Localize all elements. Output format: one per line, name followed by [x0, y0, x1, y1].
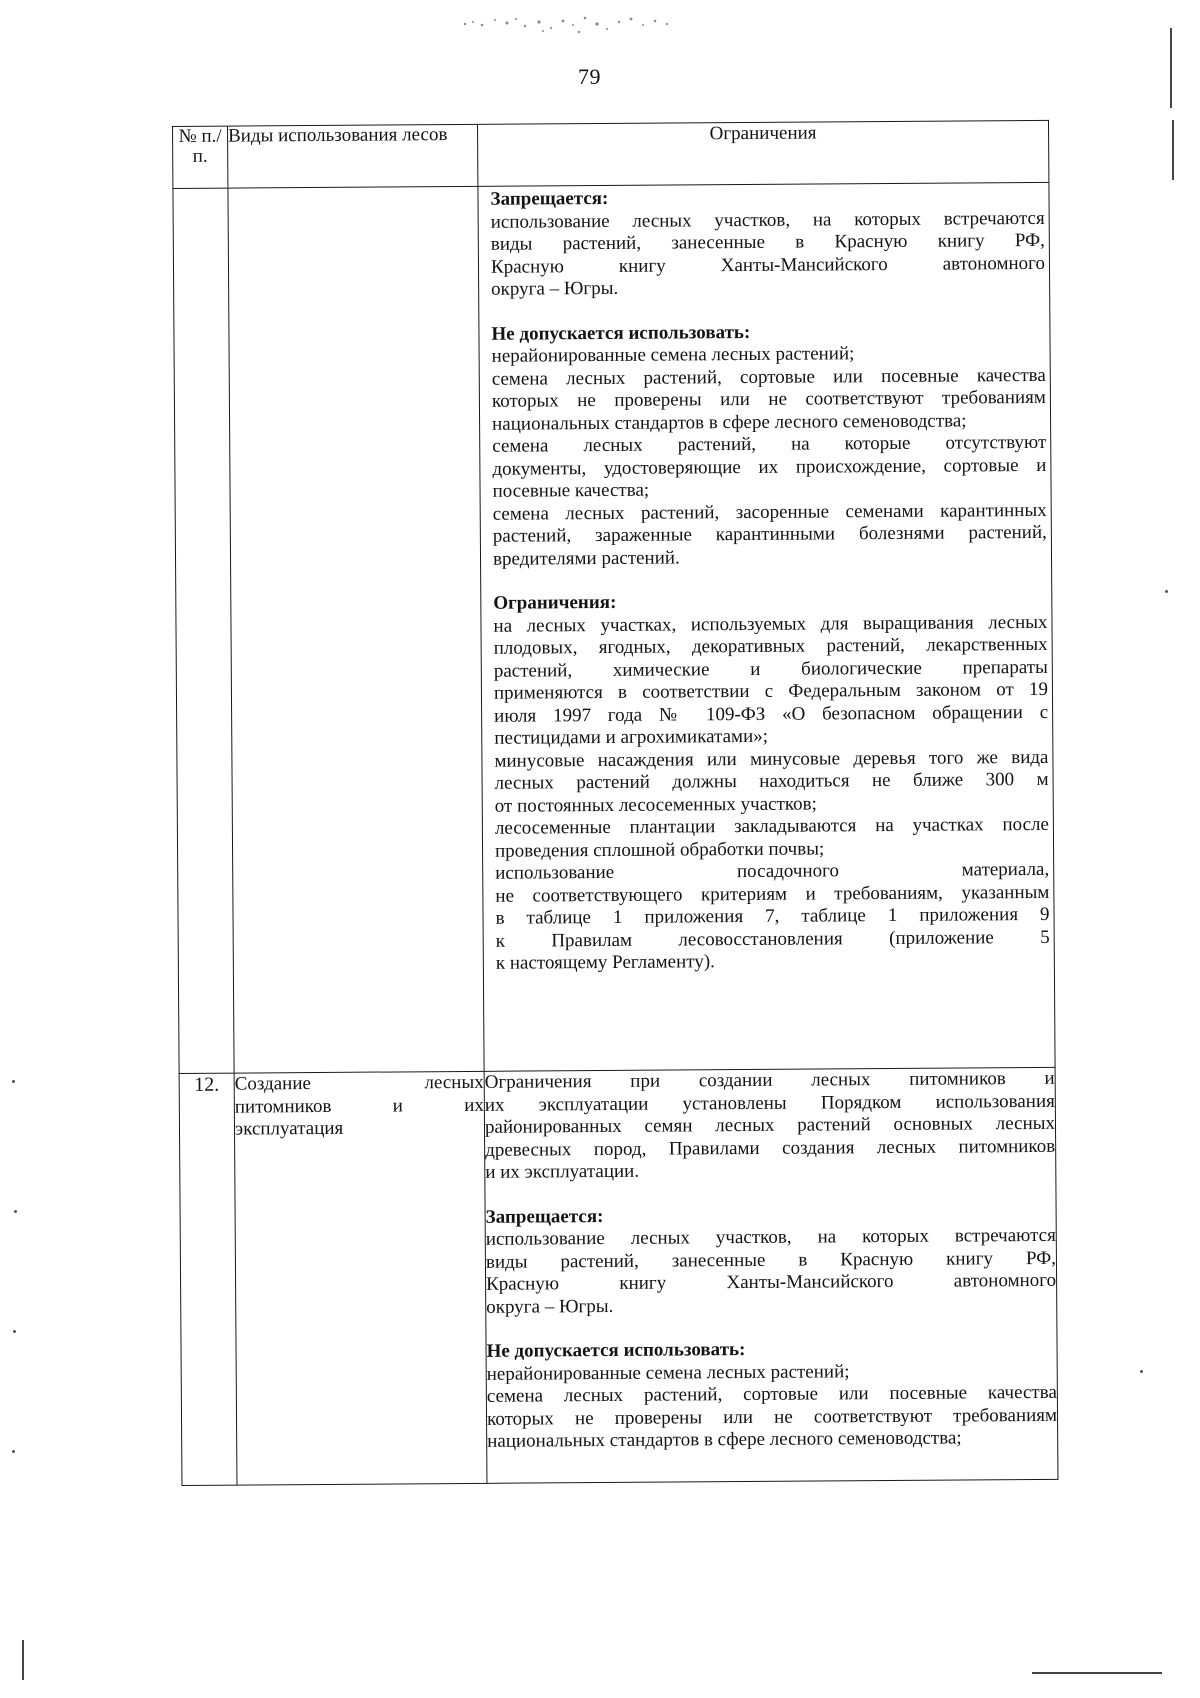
restriction-text-line: пестицидами и агрохимикатами»;	[494, 725, 769, 749]
restriction-text-line: минусовые насаждения или минусовые деревья того же вида	[494, 746, 1049, 772]
restriction-block	[485, 1068, 1056, 1184]
restriction-text-line: проведения сплошной обработки почвы;	[494, 837, 825, 862]
restriction-text-line: Ограничения при создании лесных питомников и	[484, 1067, 1055, 1093]
restriction-text-line: применяются в соответствии с Федеральным законом от 19	[493, 678, 1049, 704]
column-header-usage-type: Виды использования лесов	[228, 124, 478, 188]
restriction-heading: Не допускается использовать:	[486, 1339, 746, 1362]
restriction-text-line: к Правилам лесовосстановления (приложение 5	[495, 926, 1050, 952]
row-restrictions-cell	[484, 1067, 1058, 1483]
table-header-row	[173, 120, 1049, 188]
regulation-table-sheet	[172, 120, 1057, 1486]
usage-type-line: питомников и их	[234, 1094, 484, 1118]
restriction-text-line: от постоянных лесосеменных участков;	[494, 793, 817, 817]
regulation-table	[172, 120, 1058, 1486]
restriction-text-line: июля 1997 года № 109-ФЗ «О безопасном обращении с	[494, 701, 1049, 727]
restriction-text-line: лесных растений должны находиться не ближе 300 м	[494, 768, 1049, 794]
row-usage-type-cell	[234, 1071, 487, 1485]
restriction-block	[486, 1337, 1057, 1453]
restriction-heading: Не допускается использовать:	[491, 321, 751, 345]
restriction-block	[486, 1202, 1057, 1318]
bottom-margin-scan-line	[1032, 1672, 1162, 1674]
usage-type-line: эксплуатация	[234, 1117, 344, 1140]
restriction-text-line: использование посадочного материала,	[495, 858, 1050, 884]
row-number-cell: 12.	[179, 1073, 237, 1485]
restriction-text-line: растений, химические и биологические препараты	[493, 656, 1048, 682]
restriction-text-line: использование лесных участков, на которых встречаются	[485, 1224, 1056, 1250]
scan-speck	[1165, 590, 1168, 593]
restriction-block	[490, 185, 1045, 301]
restriction-text-line: семена лесных растений, сортовые или посевные качества	[491, 364, 1046, 390]
restriction-text-line: вредителями растений.	[492, 546, 680, 570]
restriction-text-line: которых не проверены или не соответствуют требованиям	[486, 1404, 1058, 1430]
restriction-text-line: семена лесных растений, сортовые или посевные качества	[486, 1381, 1057, 1407]
restriction-text-line: Красную книгу Ханты-Мансийского автономного	[486, 1269, 1057, 1295]
restriction-text-line: в таблице 1 приложения 7, таблице 1 приложения 9	[495, 903, 1050, 929]
restriction-text-line: и их эксплуатации.	[485, 1160, 640, 1183]
right-margin-scan-line	[1170, 28, 1172, 108]
restriction-text-line: семена лесных растений, засоренные семенами карантинных	[492, 499, 1047, 525]
restriction-text-line: их эксплуатации установлены Порядком использования	[484, 1090, 1055, 1116]
restriction-heading: Запрещается:	[490, 187, 609, 210]
restriction-text-line: не соответствующего критериям и требованиям, указанным	[495, 881, 1050, 907]
restriction-block	[491, 319, 1047, 570]
restriction-text-line: использование лесных участков, на которых встречаются	[490, 207, 1045, 233]
column-header-restrictions: Ограничения	[477, 120, 1048, 186]
restriction-text-line: округа – Югры.	[486, 1295, 614, 1318]
restriction-text-line: национальных стандартов в сфере лесного семеноводства;	[487, 1427, 962, 1452]
restriction-text-line: виды растений, занесенные в Красную книгу РФ,	[485, 1247, 1056, 1273]
restriction-text-line: нерайонированные семена лесных растений;	[491, 343, 855, 367]
restriction-text-line: районированных семян лесных растений основных лесных	[484, 1112, 1056, 1138]
left-margin-scan-line	[22, 1640, 24, 1680]
restriction-text-line: национальных стандартов в сфере лесного семеноводства;	[492, 409, 967, 435]
restriction-text-line: округа – Югры.	[491, 277, 619, 300]
scan-speck	[12, 1450, 15, 1453]
scan-speck	[1140, 1370, 1143, 1373]
right-margin-scan-line	[1172, 120, 1174, 180]
restriction-text-line: документы, удостоверяющие их происхождение, сортовые и	[492, 454, 1047, 480]
usage-type-line: Создание лесных	[234, 1071, 484, 1095]
restriction-text-line: на лесных участках, используемых для выращивания лесных	[493, 611, 1048, 637]
restriction-heading: Ограничения:	[493, 591, 617, 614]
restriction-text-line: плодовых, ягодных, декоративных растений, лекарственных	[493, 633, 1048, 659]
restriction-text-line: древесных пород, Правилами создания лесных питомников	[485, 1135, 1056, 1161]
scan-speck	[14, 1210, 17, 1213]
scan-speck	[12, 1080, 15, 1083]
restriction-text-line: к настоящему Регламенту).	[495, 951, 715, 974]
table-row	[173, 182, 1055, 1073]
row-usage-type-cell	[228, 186, 484, 1073]
restriction-text-line: посевные качества;	[492, 479, 650, 502]
scan-speck	[13, 1330, 16, 1333]
row-restrictions-cell	[478, 182, 1055, 1071]
restriction-block	[493, 589, 1050, 975]
restriction-text-line: растений, зараженные карантинными болезнями растений,	[492, 521, 1047, 547]
table-row	[179, 1067, 1058, 1485]
scan-noise-mark	[455, 10, 685, 36]
restriction-heading: Запрещается:	[485, 1205, 604, 1228]
restriction-text-line: которых не проверены или не соответствуют требованиям	[491, 386, 1046, 412]
column-header-number: № п./п.	[173, 126, 228, 188]
restriction-text-line: лесосеменные плантации закладываются на участках после	[494, 813, 1049, 839]
restriction-text-line: виды растений, занесенные в Красную книгу РФ,	[490, 229, 1045, 255]
restriction-text-line: нерайонированные семена лесных растений;	[486, 1360, 850, 1385]
page-number: 79	[578, 64, 601, 89]
restriction-text-line: семена лесных растений, на которые отсутствуют	[492, 431, 1047, 457]
row-number-cell	[173, 188, 234, 1073]
restriction-text-line: Красную книгу Ханты-Мансийского автономного	[490, 252, 1046, 278]
